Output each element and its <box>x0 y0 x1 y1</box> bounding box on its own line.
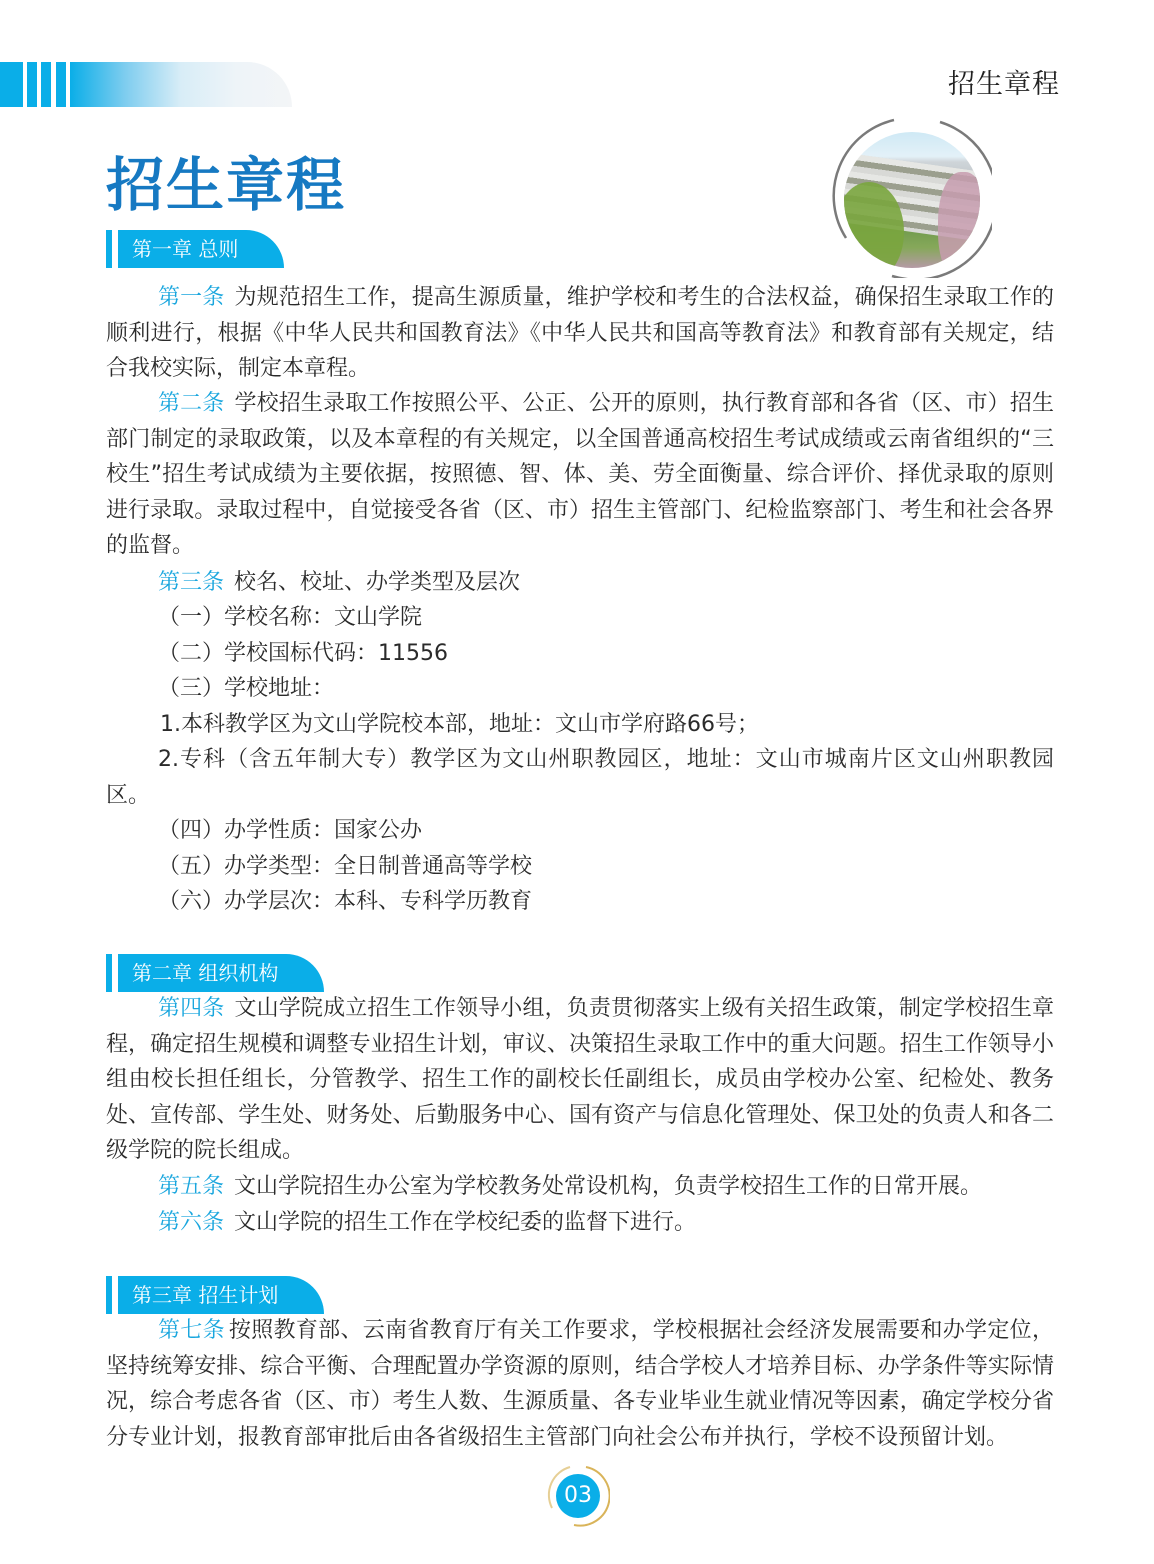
article-label: 第七条 <box>158 1318 225 1343</box>
chapter-title: 第二章 组织机构 <box>118 954 324 992</box>
chapter-title: 第三章 招生计划 <box>118 1276 324 1314</box>
list-item: （三）学校地址： <box>158 676 335 701</box>
list-item: （五）办学类型：全日制普通高等学校 <box>158 854 533 879</box>
running-head: 招生章程 <box>948 69 1060 100</box>
article-2 <box>106 386 1054 564</box>
article-text: 文山学院招生办公室为学校教务处常设机构，负责学校招生工作的日常开展。 <box>234 1174 983 1199</box>
article-label: 第二条 <box>158 391 225 416</box>
list-item <box>106 742 1054 813</box>
list-item: （六）办学层次：本科、专科学历教育 <box>158 889 533 914</box>
article-7 <box>106 1313 1054 1455</box>
chapter-marker <box>106 1276 112 1314</box>
list-item: （四）办学性质：国家公办 <box>158 818 423 843</box>
list-item: （一）学校名称：文山学院 <box>158 605 423 630</box>
list-item: （二）学校国标代码：11556 <box>158 641 448 666</box>
article-6 <box>106 1205 1054 1241</box>
list-item-text: 2.专科（含五年制大专）教学区为文山州职教园区，地址：文山市城南片区文山州职教园区。 <box>106 747 1054 808</box>
article-text: 按照教育部、云南省教育厅有关工作要求，学校根据社会经济发展需要和办学定位，坚持统筹安排、综合平衡、合理配置办学资源的原则，结合学校人才培养目标、办学条件等实际情况，综合考虑各省（区、市）考生人数、生源质量、各专业毕业生就业情况等因素，确定学校分省分专业计划，报教育部审批后由各省级招生主管部门向社会公布并执行，学校不设预留计划。 <box>106 1318 1054 1450</box>
article-5 <box>106 1169 1054 1205</box>
page-title: 招生章程 <box>106 151 347 219</box>
header-stripe <box>27 62 37 107</box>
article-label: 第三条 <box>158 570 225 595</box>
article-label: 第六条 <box>158 1210 225 1235</box>
article-3 <box>106 565 1054 601</box>
article-4 <box>106 991 1054 1169</box>
article-1 <box>106 280 1054 387</box>
header-decoration-bar <box>0 62 292 107</box>
article-text: 文山学院的招生工作在学校纪委的监督下进行。 <box>234 1210 697 1235</box>
article-label: 第一条 <box>158 285 225 310</box>
header-gradient <box>70 62 292 107</box>
chapter-title: 第一章 总则 <box>118 230 284 268</box>
article-text: 文山学院成立招生工作领导小组，负责贯彻落实上级有关招生政策，制定学校招生章程，确定招生规模和调整专业招生计划，审议、决策招生录取工作中的重大问题。招生工作领导小组由校长担任组长，分管教学、招生工作的副校长任副组长，成员由学校办公室、纪检处、教务处、宣传部、学生处、财务处、后勤服务中心、国有资产与信息化管理处、保卫处的负责人和各二级学院的院长组成。 <box>106 996 1054 1164</box>
header-stripe <box>41 62 51 107</box>
header-stripe <box>0 62 23 107</box>
article-text: 为规范招生工作，提高生源质量，维护学校和考生的合法权益，确保招生录取工作的顺利进行，根据《中华人民共和国教育法》《中华人民共和国高等教育法》和教育部有关规定，结合我校实际，制定本章程。 <box>106 285 1054 382</box>
list-item: 1.本科教学区为文山学院校本部，地址：文山市学府路66号； <box>160 712 759 737</box>
building-image <box>844 132 980 268</box>
header-stripe <box>56 62 66 107</box>
chapter-marker <box>106 230 112 268</box>
page-number-badge <box>546 1464 610 1528</box>
campus-photo <box>832 118 992 278</box>
article-label: 第四条 <box>158 996 225 1021</box>
article-text: 学校招生录取工作按照公平、公正、公开的原则，执行教育部和各省（区、市）招生部门制定的录取政策，以及本章程的有关规定，以全国普通高校招生考试成绩或云南省组织的“三校生”招生考试成绩为主要依据，按照德、智、体、美、劳全面衡量、综合评价、择优录取的原则进行录取。录取过程中，自觉接受各省（区、市）招生主管部门、纪检监察部门、考生和社会各界的监督。 <box>106 391 1054 559</box>
article-text: 校名、校址、办学类型及层次 <box>234 570 521 595</box>
page-number: 03 <box>556 1474 600 1518</box>
chapter-marker <box>106 954 112 992</box>
article-label: 第五条 <box>158 1174 225 1199</box>
